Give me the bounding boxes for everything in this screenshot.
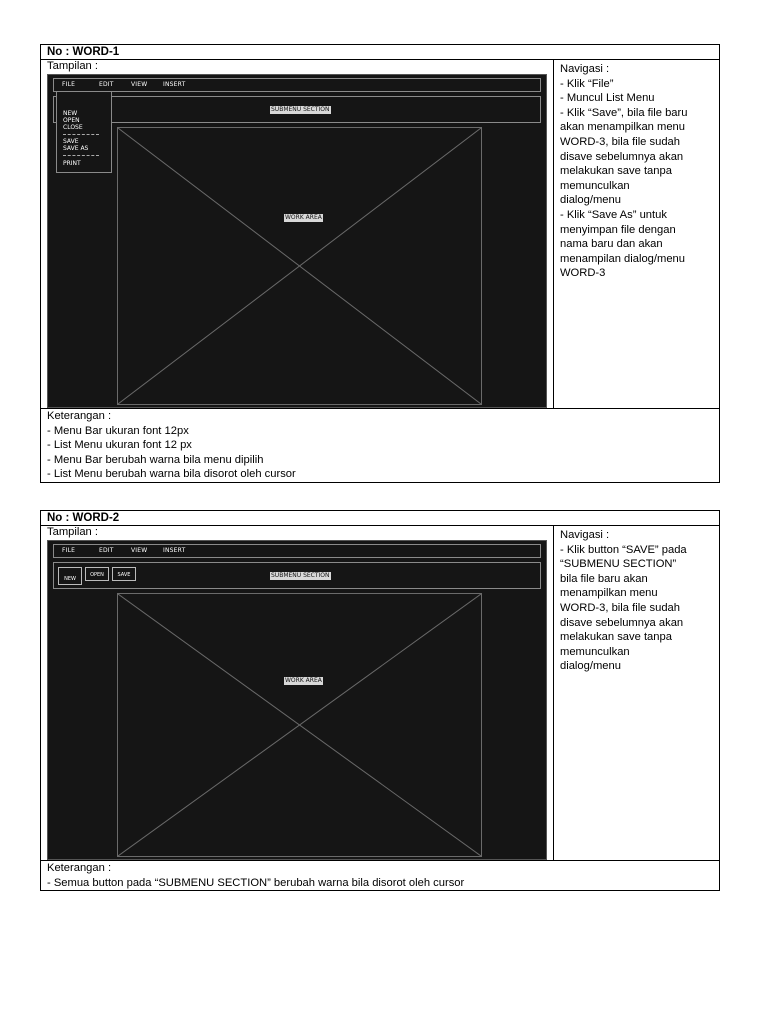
- word2-keterangan: [41, 861, 719, 890]
- word2-submenu-label: SUBMENU SECTION: [271, 572, 330, 579]
- word1-menubar: [53, 78, 541, 92]
- word1-dropdown-new[interactable]: NEW: [63, 110, 78, 117]
- word2-submenu-section: [53, 562, 541, 589]
- word2-menu-edit[interactable]: EDIT: [99, 547, 114, 554]
- word1-tampilan-cell: [41, 60, 554, 408]
- word2-navigasi-line: disave sebelumnya akan: [560, 616, 684, 629]
- word2-header: No : WORD-2: [41, 511, 719, 526]
- word1-menu-edit[interactable]: EDIT: [99, 81, 114, 88]
- word2-navigasi-line: menampilkan menu: [560, 587, 658, 600]
- word1-dropdown-save[interactable]: SAVE: [63, 138, 79, 145]
- word2-navigasi-line: “SUBMENU SECTION”: [560, 558, 677, 571]
- word1-keterangan-line: - List Menu ukuran font 12 px: [47, 439, 192, 452]
- word1-card: [40, 44, 720, 483]
- word1-navigasi-line: menyimpan file dengan: [560, 223, 676, 236]
- word1-menu-insert[interactable]: INSERT: [163, 81, 186, 88]
- word1-navigasi-line: disave sebelumnya akan: [560, 150, 684, 163]
- word1-submenu-section: [53, 96, 541, 123]
- word2-navigasi-line: dialog/menu: [560, 660, 621, 673]
- word1-file-dropdown: [56, 91, 112, 173]
- word1-navigasi-cell: [554, 60, 719, 408]
- word1-navigasi-line: dialog/menu: [560, 194, 621, 207]
- word1-dropdown-close[interactable]: CLOSE: [63, 124, 83, 131]
- word1-navigasi-line: Navigasi :: [560, 63, 610, 75]
- word1-dropdown-open[interactable]: OPEN: [63, 117, 80, 124]
- word1-dropdown-print[interactable]: PRINT: [63, 160, 81, 167]
- word2-navigasi-line: - Klik button “SAVE” pada: [560, 543, 687, 556]
- word2-save-button[interactable]: SAVE: [112, 567, 136, 581]
- word2-work-area: [117, 593, 482, 857]
- word1-menu-file[interactable]: FILE: [62, 81, 76, 88]
- word1-navigasi-line: - Klik “File”: [560, 77, 614, 90]
- word2-open-button[interactable]: OPEN: [85, 567, 109, 581]
- word2-menubar: [53, 544, 541, 558]
- word2-work-area-label: WORK AREA: [285, 677, 322, 684]
- word1-submenu-label: SUBMENU SECTION: [271, 106, 330, 113]
- word2-navigasi-line: WORD-3, bila file sudah: [560, 601, 680, 614]
- word1-mockup-screen: [47, 74, 547, 408]
- word2-navigasi-line: Navigasi :: [560, 529, 610, 541]
- word1-menu-view[interactable]: VIEW: [131, 81, 148, 88]
- word1-navigasi-line: akan menampilkan menu: [560, 121, 685, 134]
- word1-dropdown-save-as[interactable]: SAVE AS: [63, 145, 89, 152]
- word2-new-button[interactable]: NEW: [58, 567, 82, 585]
- word1-navigasi-text: [560, 62, 713, 281]
- word1-keterangan-line: - List Menu berubah warna bila disorot oleh cursor: [47, 468, 296, 481]
- word2-menu-insert[interactable]: INSERT: [163, 547, 186, 554]
- word1-keterangan-line: Keterangan :: [47, 410, 112, 422]
- word2-navigasi-line: melakukan save tanpa: [560, 631, 672, 644]
- word1-navigasi-line: memunculkan: [560, 179, 630, 192]
- word1-navigasi-line: - Klik “Save As” untuk: [560, 208, 667, 221]
- word1-work-area-label: WORK AREA: [285, 214, 322, 221]
- word2-navigasi-line: bila file baru akan: [560, 572, 648, 585]
- word1-header: No : WORD-1: [41, 45, 719, 60]
- word1-work-area-cross: [118, 128, 481, 404]
- word1-navigasi-line: WORD-3, bila file sudah: [560, 135, 680, 148]
- word1-navigasi-line: menampilan dialog/menu: [560, 252, 686, 265]
- word1-keterangan-line: - Menu Bar berubah warna bila menu dipilih: [47, 453, 264, 466]
- word2-menu-view[interactable]: VIEW: [131, 547, 148, 554]
- word2-navigasi-text: [560, 528, 713, 674]
- word2-card: [40, 510, 720, 891]
- word2-mockup-screen: [47, 540, 547, 860]
- word1-dropdown-divider: [63, 155, 99, 156]
- word1-keterangan-line: - Menu Bar ukuran font 12px: [47, 424, 189, 437]
- word1-keterangan: [41, 409, 719, 482]
- word1-navigasi-line: nama baru dan akan: [560, 238, 663, 251]
- word1-navigasi-line: - Klik “Save”, bila file baru: [560, 106, 688, 119]
- word1-navigasi-line: melakukan save tanpa: [560, 165, 672, 178]
- word1-navigasi-line: WORD-3: [560, 267, 606, 280]
- word1-work-area: [117, 127, 482, 405]
- word1-dropdown-divider: [63, 134, 99, 135]
- word1-navigasi-line: - Muncul List Menu: [560, 92, 655, 105]
- word2-menu-file[interactable]: FILE: [62, 547, 76, 554]
- word2-navigasi-cell: [554, 526, 719, 860]
- word2-tampilan-label: Tampilan :: [47, 526, 98, 538]
- word1-tampilan-label: Tampilan :: [47, 60, 98, 72]
- word2-navigasi-line: memunculkan: [560, 645, 630, 658]
- word2-keterangan-line: Keterangan :: [47, 862, 112, 874]
- word2-work-area-cross: [118, 594, 481, 856]
- word2-keterangan-line: - Semua button pada “SUBMENU SECTION” berubah warna bila disorot oleh cursor: [47, 876, 465, 889]
- word2-tampilan-cell: [41, 526, 554, 860]
